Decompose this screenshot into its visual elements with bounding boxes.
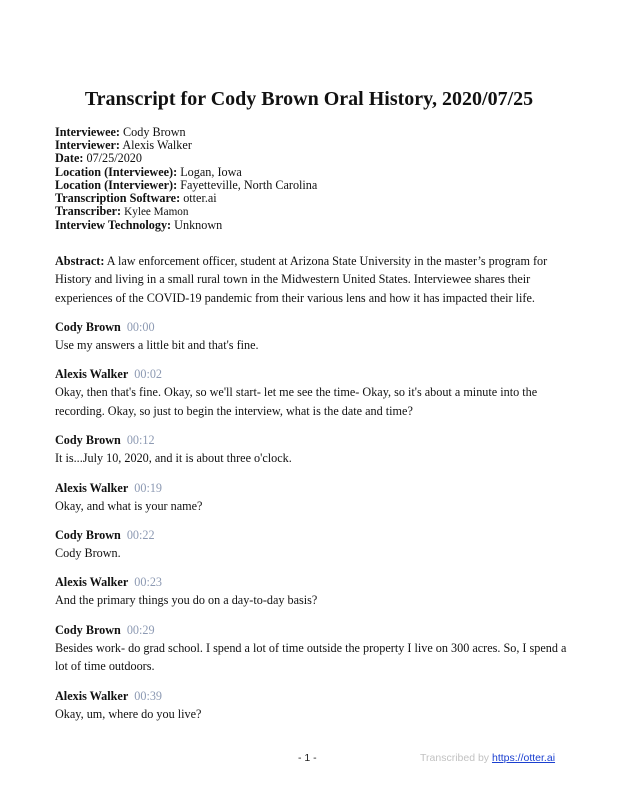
metadata-block: [55, 126, 317, 233]
utterance-text: Okay, um, where do you live?: [55, 706, 202, 721]
speaker-name: Alexis Walker: [55, 480, 129, 495]
transcript-entry: [55, 527, 575, 562]
timestamp: 00:19: [134, 480, 163, 495]
meta-value: Alexis Walker: [122, 138, 192, 153]
transcript-entry: [55, 366, 575, 420]
transcript: [55, 319, 575, 735]
timestamp: 00:12: [126, 433, 155, 448]
otter-link[interactable]: https://otter.ai: [491, 752, 556, 764]
timestamp: 00:00: [126, 320, 155, 334]
utterance-text: Besides work- do grad school. I spend a lot of time outside the property I live on 300 acres. So, I spend a lot of time outdoors.: [55, 640, 567, 674]
speaker-name: Alexis Walker: [55, 367, 129, 382]
speaker-line: [55, 622, 575, 639]
timestamp: 00:39: [134, 688, 163, 703]
transcript-entry: [55, 688, 575, 723]
speaker-name: Alexis Walker: [55, 575, 129, 590]
utterance-text: Use my answers a little bit and that's fine.: [55, 338, 259, 352]
meta-value: Unknown: [174, 218, 223, 233]
timestamp: 00:02: [134, 367, 163, 382]
abstract: [55, 252, 555, 307]
timestamp: 00:23: [134, 575, 163, 590]
meta-value: Cody Brown: [123, 125, 186, 139]
speaker-line: [55, 319, 575, 336]
transcript-entry: [55, 574, 575, 609]
meta-value: otter.ai: [183, 191, 217, 206]
speaker-name: Alexis Walker: [55, 688, 129, 703]
meta-interview-technology: [55, 219, 317, 232]
speaker-line: [55, 527, 575, 544]
speaker-line: [55, 480, 575, 497]
meta-value: Fayetteville, North Carolina: [180, 177, 318, 192]
speaker-line: [55, 366, 575, 383]
meta-label: Interviewer:: [55, 138, 120, 153]
meta-transcriber: [55, 205, 317, 219]
meta-label: Location (Interviewer):: [55, 177, 178, 192]
transcript-entry: [55, 622, 575, 676]
utterance-text: And the primary things you do on a day-to-day basis?: [55, 593, 318, 608]
speaker-name: Cody Brown: [55, 528, 121, 543]
meta-value: 07/25/2020: [86, 151, 142, 166]
speaker-line: [55, 574, 575, 591]
document-title: Transcript for Cody Brown Oral History, 2020/07/25: [84, 88, 534, 110]
speaker-name: Cody Brown: [55, 320, 121, 334]
meta-label: Transcription Software:: [55, 191, 181, 206]
speaker-line: [55, 432, 575, 449]
credit-text: Transcribed by: [420, 752, 492, 764]
meta-value: Kylee Mamon: [124, 206, 189, 219]
transcription-credit: [420, 752, 555, 764]
abstract-label: Abstract:: [55, 254, 105, 268]
transcript-entry: [55, 480, 575, 515]
abstract-text: A law enforcement officer, student at Arizona State University in the master’s program for History and living in a small rural town in the Midwestern United States. Interviewee shares their experiences of the COVID-19 pandemic from their various lens and how it has impacted their life.: [55, 254, 548, 305]
utterance-text: Okay, then that's fine. Okay, so we'll start- let me see the time- Okay, so it's about a minute into the recording. Okay, so just to begin the interview, what is the date and time?: [55, 385, 538, 418]
utterance-text: It is...July 10, 2020, and it is about three o'clock.: [55, 451, 292, 466]
page-number: - 1 -: [298, 752, 317, 764]
utterance-text: Cody Brown.: [55, 546, 121, 561]
speaker-name: Cody Brown: [55, 433, 121, 448]
meta-label: Interviewee:: [55, 125, 120, 139]
transcript-entry: [55, 432, 575, 467]
speaker-name: Cody Brown: [55, 622, 121, 637]
meta-label: Location (Interviewee):: [55, 164, 178, 179]
timestamp: 00:22: [126, 528, 155, 543]
meta-label: Interview Technology:: [55, 218, 172, 233]
meta-value: Logan, Iowa: [180, 164, 242, 179]
utterance-text: Okay, and what is your name?: [55, 498, 203, 513]
meta-label: Transcriber:: [55, 204, 122, 219]
timestamp: 00:29: [126, 622, 155, 637]
speaker-line: [55, 688, 575, 705]
transcript-entry: [55, 319, 575, 354]
meta-label: Date:: [55, 151, 84, 166]
